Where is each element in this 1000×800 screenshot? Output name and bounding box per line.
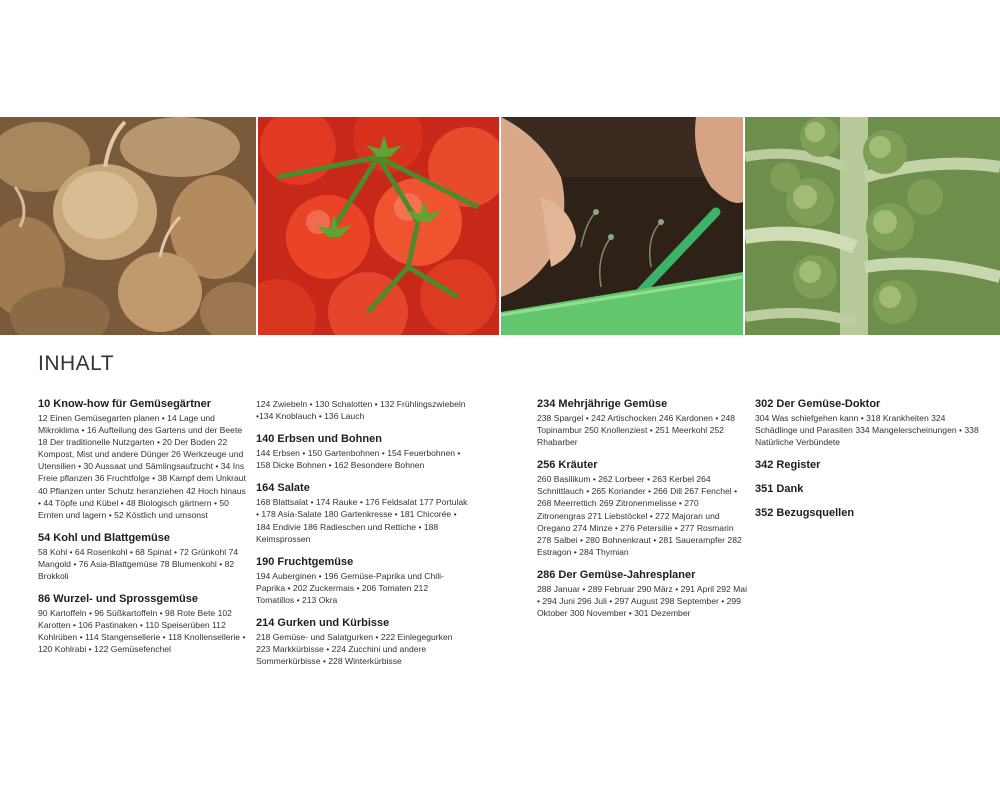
toc-section-entries: 90 Kartoffeln • 96 Süßkartoffeln • 98 Rote Bete 102 Karotten • 106 Pastinaken • 110 Speiserüben 112 Kohlrüben • 114 Stangensellerie • 118 Knollensellerie • 120 Kohlrabi • 122 Gemüsefenchel [38,608,246,655]
toc-section-title: 351 Dank [755,483,804,496]
brussels-sprouts-photo [745,117,1000,335]
toc-section-entries: 288 Januar • 289 Februar 290 März • 291 April 292 Mai • 294 Juni 296 Juli • 297 August 298 September • 299 Oktober 300 November • 301 Dezember [537,583,748,619]
toc-section [256,556,468,606]
toc-section [38,532,250,582]
toc-section-continued [256,398,468,422]
toc-section [755,459,985,472]
toc-section-title: 86 Wurzel- und Sprossgemüse [38,593,198,606]
photo-strip [0,117,1000,335]
toc-column-4 [755,398,985,531]
toc-section-entries: 304 Was schiefgehen kann • 318 Krankheiten 324 Schädlinge und Parasiten 334 Mangelerscheinungen • 338 Natürliche Verbündete [755,413,979,448]
toc-section-entries: 238 Spargel • 242 Artischocken 246 Kardonen • 248 Topinambur 250 Knollenziest • 251 Meerkohl 252 Rhabarber [537,413,736,448]
cherry-tomatoes-photo [258,117,499,335]
toc-section-title: 54 Kohl und Blattgemüse [38,531,171,544]
toc-section-title: 10 Know-how für Gemüsegärtner [38,398,211,410]
toc-section-entries: 124 Zwiebeln • 130 Schalotten • 132 Frühlingszwiebeln •134 Knoblauch • 136 Lauch [256,399,466,422]
toc-column-3 [537,398,749,630]
toc-column-2 [256,398,468,678]
toc-section-title: 164 Salate [256,482,310,495]
toc-section [755,398,985,448]
onion-bulbs-photo [0,117,256,335]
toc-section-title: 190 Fruchtgemüse [256,555,354,568]
toc-section [755,507,985,520]
toc-section-entries: 168 Blattsalat • 174 Rauke • 176 Feldsalat 177 Portulak • 178 Asia-Salate 180 Gartenkresse • 181 Chicorée • 184 Endivie 186 Radieschen und Rettiche • 188 Keimsprossen [256,497,468,544]
toc-section [256,433,468,471]
toc-section-title: 352 Bezugsquellen [755,507,855,520]
toc-section-entries: 12 Einen Gemüsegarten planen • 14 Lage und Mikroklima • 16 Aufteilung des Gartens und der Beete 18 Der traditionelle Nutzgarten • 20 Der Boden 22 Kompost, Mist und andere Dünger 26 Werkzeuge und Utensilien • 30 Aussaat und Sämlingsaufzucht • 34 Ins Freie pflanzen 36 Fruchtfolge • 38 Kampf dem Unkraut 40 Pflanzen unter Schutz heranziehen 42 Hoch hinaus • 44 Töpfe und Kübel • 48 Biologisch gärtnern • 50 Ernten und lagern • 52 Köstlich und umsonst [38,413,246,520]
toc-section [755,483,985,496]
toc-section-title: 256 Kräuter [537,459,598,472]
toc-section-entries: 218 Gemüse- und Salatgurken • 222 Einlegegurken 223 Markkürbisse • 224 Zucchini und andere Sommerkürbisse • 228 Winterkürbisse [256,632,453,667]
toc-section-title: 342 Register [755,459,821,472]
toc-section-entries: 260 Basilikum • 262 Lorbeer • 263 Kerbel 264 Schnittlauch • 265 Koriander • 266 Dill 267 Fenchel • 268 Meerrettich 269 Zitronenmelisse • 270 Zitronengras 271 Liebstöckel • 272 Majoran und Oregano 274 Minze • 276 Petersilie • 277 Rosmarin 278 Salbei • 280 Bohnenkraut • 281 Sauerampfer 282 Estragon • 284 Thymian [537,474,742,557]
toc-section-title: 302 Der Gemüse-Doktor [755,398,881,410]
toc-section-title: 140 Erbsen und Bohnen [256,433,382,446]
toc-section-title: 234 Mehrjährige Gemüse [537,398,668,410]
seedling-planting-photo [501,117,743,335]
toc-section-entries: 194 Auberginen • 196 Gemüse-Paprika und Chili-Paprika • 202 Zuckermais • 206 Tomaten 212 Tomatillos • 213 Okra [256,570,444,605]
toc-section-entries: 58 Kohl • 64 Rosenkohl • 68 Spinat • 72 Grünkohl 74 Mangold • 76 Asia-Blattgemüse 78 Blumenkohl • 82 Brokkoli [38,546,239,582]
toc-section [38,593,250,655]
toc-section-title: 286 Der Gemüse-Jahresplaner [537,568,696,581]
toc-section [256,617,468,667]
toc-section [537,459,749,558]
toc-section-entries: 144 Erbsen • 150 Gartenbohnen • 154 Feuerbohnen • 158 Dicke Bohnen • 162 Besondere Bohnen [256,448,461,471]
toc-section [38,398,250,521]
toc-column-1 [38,398,250,667]
toc-heading: INHALT [38,352,115,375]
toc-section-title: 214 Gurken und Kürbisse [256,617,390,630]
toc-section [537,569,749,619]
toc-section [256,482,468,544]
toc-section [537,398,749,448]
